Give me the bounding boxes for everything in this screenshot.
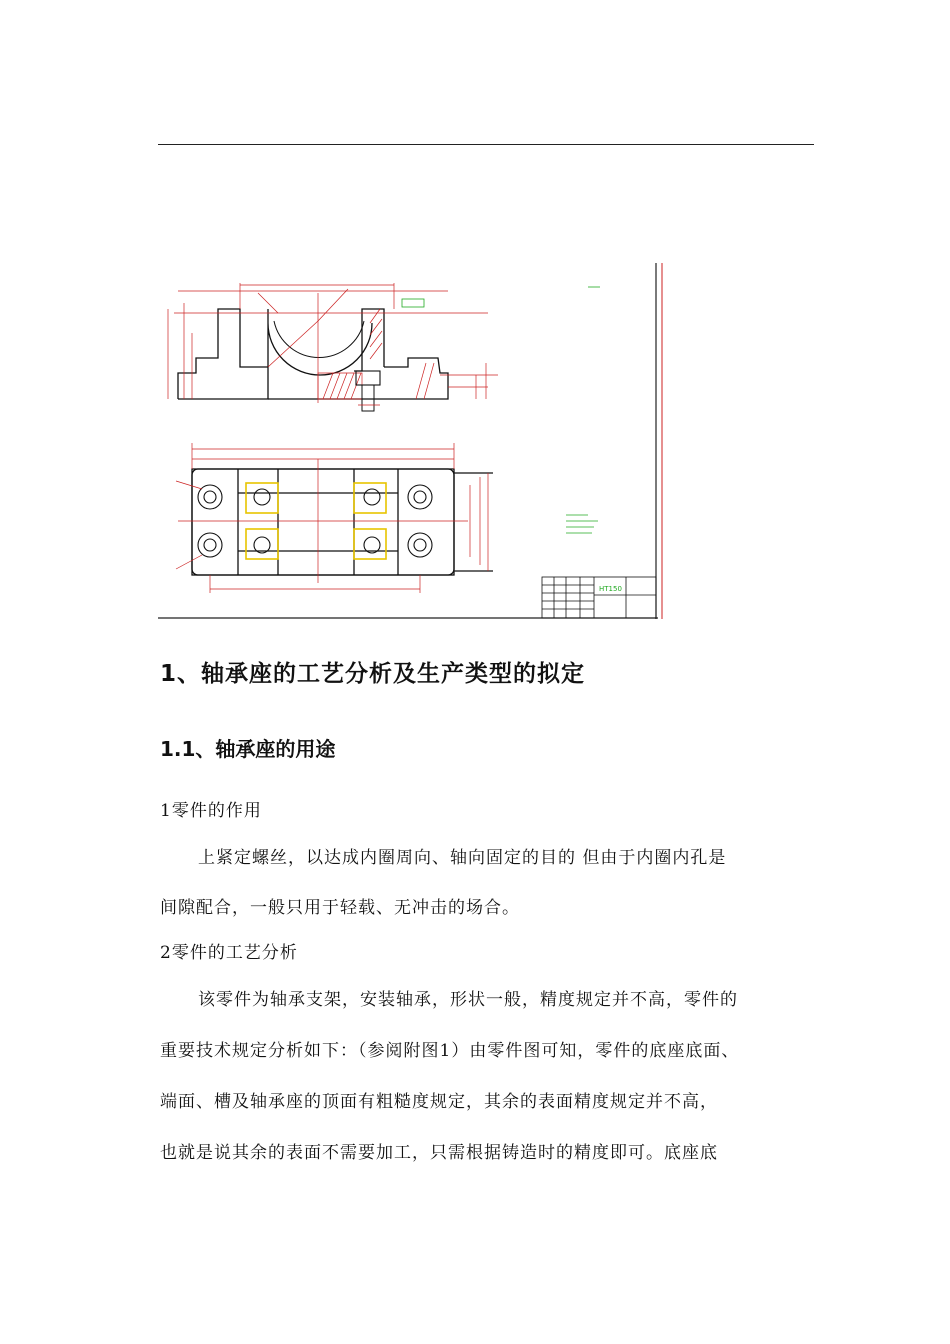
- item2-title: 2零件的工艺分析: [160, 943, 298, 963]
- top-view: [192, 469, 493, 575]
- engineering-drawing: [158, 263, 664, 620]
- item2-line1: 该零件为轴承支架，安装轴承，形状一般，精度规定并不高，零件的: [198, 990, 738, 1010]
- top-view-dimensions: [176, 443, 488, 593]
- front-view: [178, 309, 448, 399]
- item2-line4: 也就是说其余的表面不需要加工，只需根据铸造时的精度即可。底座底: [160, 1143, 718, 1163]
- header-rule: [158, 144, 814, 145]
- subsection-heading: 1.1、轴承座的用途: [160, 737, 336, 761]
- title-block-label: HT150: [599, 585, 622, 593]
- item2-line2: 重要技术规定分析如下：（参阅附图1）由零件图可知，零件的底座底面、: [160, 1041, 740, 1061]
- title-block: [542, 577, 656, 618]
- item1-line2: 间隙配合，一般只用于轻载、无冲击的场合。: [160, 898, 520, 918]
- technical-notes: [566, 287, 600, 533]
- section-heading: 1、轴承座的工艺分析及生产类型的拟定: [160, 661, 586, 687]
- item2-line3: 端面、槽及轴承座的顶面有粗糙度规定，其余的表面精度规定并不高，: [160, 1092, 718, 1112]
- item1-title: 1零件的作用: [160, 801, 262, 821]
- item1-line1: 上紧定螺丝，以达成内圈周向、轴向固定的目的 但由于内圈内孔是: [198, 848, 727, 868]
